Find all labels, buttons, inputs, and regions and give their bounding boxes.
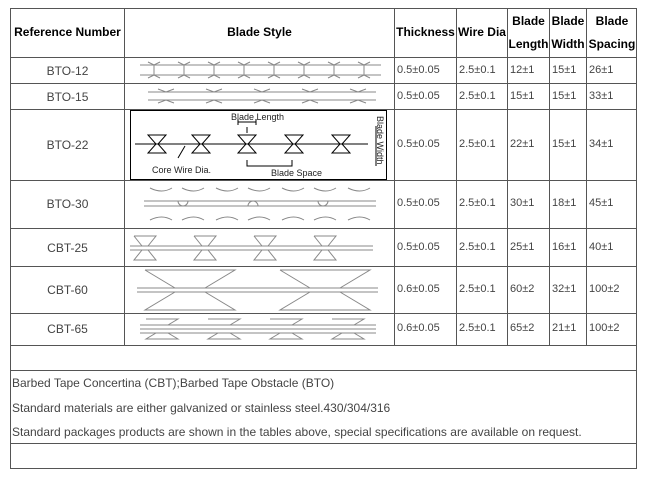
ref-cell: BTO-30	[46, 197, 89, 211]
ref-cell: CBT-60	[47, 283, 88, 297]
width-cell: 15±1	[552, 90, 577, 102]
thickness-cell: 0.5±0.05	[397, 197, 440, 209]
ref-cell: CBT-25	[47, 241, 88, 255]
ref-cell: BTO-12	[46, 64, 89, 78]
col-divider	[507, 8, 508, 345]
wire-cell: 2.5±0.1	[459, 138, 496, 150]
header-blade-spacing-2: Spacing	[588, 37, 636, 51]
thickness-cell: 0.6±0.05	[397, 283, 440, 295]
wire-cell: 2.5±0.1	[459, 322, 496, 334]
note-line: Barbed Tape Concertina (CBT);Barbed Tape Obstacle (BTO)	[12, 376, 335, 390]
header-blade-length-1: Blade	[512, 14, 545, 28]
header-blade-spacing-1: Blade	[595, 14, 629, 28]
wire-cell: 2.5±0.1	[459, 64, 496, 76]
col-divider	[586, 8, 587, 345]
blade-bto12-drawing	[138, 59, 383, 81]
wire-cell: 2.5±0.1	[459, 283, 496, 295]
blade-bto22-diagram	[130, 110, 387, 180]
thickness-cell: 0.5±0.05	[397, 138, 440, 150]
header-blade-style: Blade Style	[227, 25, 292, 39]
ref-cell: CBT-65	[47, 322, 88, 336]
length-cell: 65±2	[510, 322, 535, 334]
row-divider	[10, 370, 637, 371]
width-cell: 16±1	[552, 241, 577, 253]
width-cell: 15±1	[552, 64, 577, 76]
width-cell: 32±1	[552, 283, 577, 295]
wire-cell: 2.5±0.1	[459, 241, 496, 253]
header-blade-width-2: Width	[551, 37, 585, 51]
spacing-cell: 26±1	[589, 64, 614, 76]
wire-cell: 2.5±0.1	[459, 90, 496, 102]
ref-cell: BTO-22	[46, 138, 89, 152]
thickness-cell: 0.6±0.05	[397, 322, 440, 334]
label-blade-space: Blade Space	[271, 168, 323, 178]
blade-cbt25-drawing	[128, 232, 375, 264]
header-reference: Reference Number	[14, 25, 121, 39]
width-cell: 21±1	[552, 322, 577, 334]
row-divider	[10, 228, 637, 229]
row-divider	[10, 443, 637, 444]
note-line: Standard materials are either galvanized or stainless steel.430/304/316	[12, 401, 391, 415]
length-cell: 60±2	[510, 283, 535, 295]
spacing-cell: 100±2	[589, 283, 620, 295]
spacing-cell: 34±1	[589, 138, 614, 150]
row-divider	[10, 57, 637, 58]
length-cell: 15±1	[510, 90, 535, 102]
blade-bto30-drawing	[142, 184, 378, 226]
label-blade-length: Blade Length	[231, 112, 285, 122]
row-divider	[10, 266, 637, 267]
blade-bto15-drawing	[146, 85, 378, 107]
thickness-cell: 0.5±0.05	[397, 90, 440, 102]
col-divider	[124, 8, 125, 345]
row-divider	[10, 180, 637, 181]
blade-cbt65-drawing	[138, 315, 378, 343]
length-cell: 30±1	[510, 197, 535, 209]
header-wire-dia: Wire Dia	[458, 25, 506, 39]
blade-cbt60-drawing	[135, 268, 380, 312]
col-divider	[394, 8, 395, 345]
length-cell: 25±1	[510, 241, 535, 253]
thickness-cell: 0.5±0.05	[397, 64, 440, 76]
length-cell: 22±1	[510, 138, 535, 150]
length-cell: 12±1	[510, 64, 535, 76]
spacing-cell: 100±2	[589, 322, 620, 334]
note-line: Standard packages products are shown in the tables above, special specifications are available on request.	[12, 425, 582, 439]
row-divider	[10, 345, 637, 346]
wire-cell: 2.5±0.1	[459, 197, 496, 209]
label-core-wire: Core Wire Dia.	[152, 165, 212, 175]
header-blade-length-2: Length	[508, 37, 549, 51]
header-blade-width-1: Blade	[551, 14, 585, 28]
row-divider	[10, 313, 637, 314]
col-divider	[456, 8, 457, 345]
spacing-cell: 45±1	[589, 197, 614, 209]
width-cell: 18±1	[552, 197, 577, 209]
header-thickness: Thickness	[396, 25, 455, 39]
ref-cell: BTO-15	[46, 90, 89, 104]
spacing-cell: 33±1	[589, 90, 614, 102]
spacing-cell: 40±1	[589, 241, 614, 253]
label-blade-width: Blade Width	[375, 116, 385, 165]
width-cell: 15±1	[552, 138, 577, 150]
row-divider	[10, 83, 637, 84]
thickness-cell: 0.5±0.05	[397, 241, 440, 253]
col-divider	[549, 8, 550, 345]
